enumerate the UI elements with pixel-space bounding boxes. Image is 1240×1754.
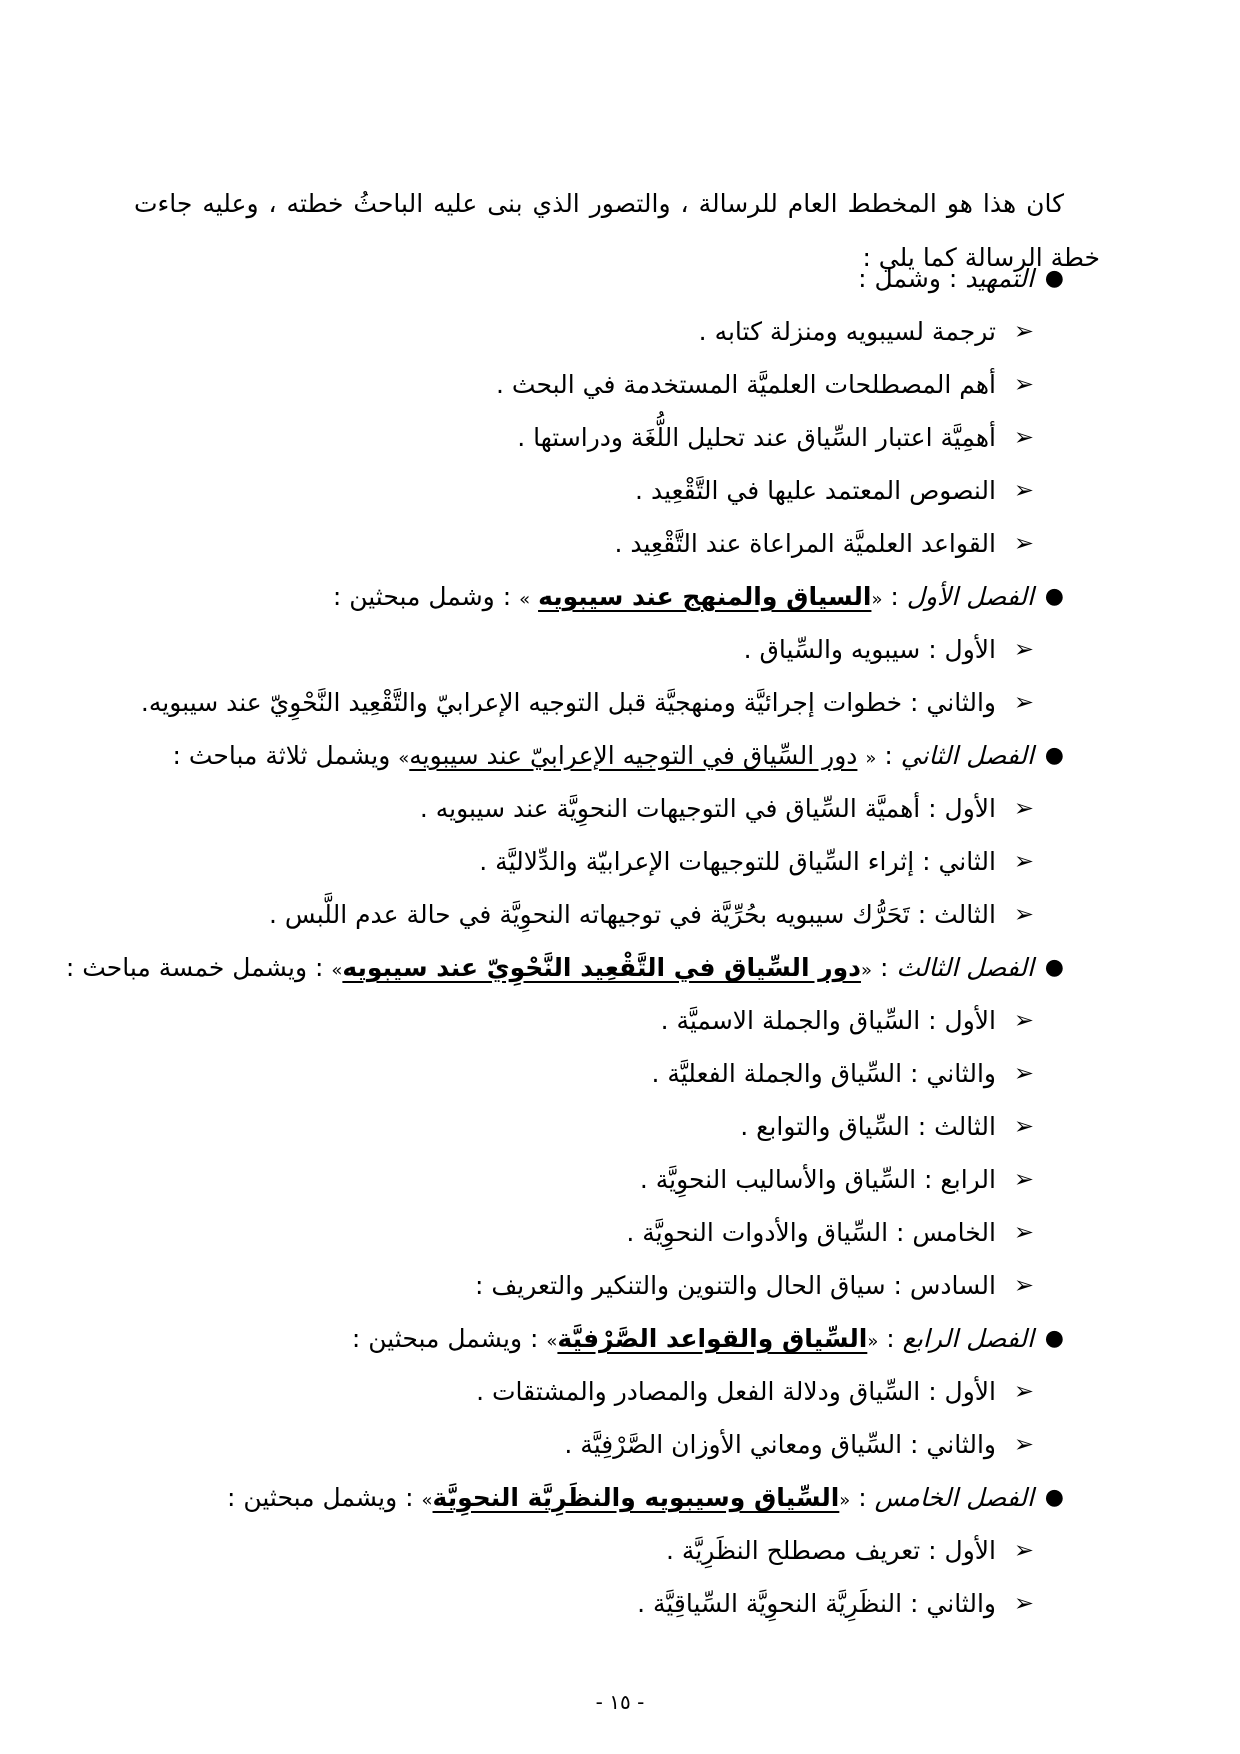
arrow-bullet-icon: ➢ (1013, 1536, 1034, 1564)
chapter-label: الفصل الخامس (874, 1483, 1034, 1512)
list-item (64, 623, 1064, 676)
chapter-label: الفصل الثالث (896, 953, 1034, 982)
arrow-bullet-icon: ➢ (1013, 794, 1034, 822)
chapter-heading-5: ● الفصل الخامس : «السِّياق وسيبويه والنظَرِيَّة النحوِيَّة» : ويشمل مبحثين : (64, 1471, 1064, 1524)
arrow-bullet-icon: ➢ (1013, 1377, 1034, 1405)
list-item-text: الثاني : إثراء السِّياق للتوجيهات الإعرابيّة والدِّلاليَّة . (479, 847, 996, 876)
bullet-icon: ● (1044, 743, 1064, 768)
list-item (64, 782, 1064, 835)
list-item-text: والثاني : السِّياق ومعاني الأوزان الصَّرْفِيَّة . (564, 1430, 996, 1459)
list-item (64, 305, 1064, 358)
chapter-tail: : وشمل مبحثين : (332, 582, 512, 611)
chapter-tail: : ويشمل خمسة مباحث : (65, 953, 324, 982)
chapter-heading-3: ● الفصل الثالث : «دور السِّياق في التَّقْعِيد النَّحْوِيّ عند سيبويه» : ويشمل خمسة مباحث : (64, 941, 1064, 994)
chapter-title: دور السِّياق في التَّقْعِيد النَّحْوِيّ عند سيبويه (342, 953, 861, 982)
arrow-bullet-icon: ➢ (1013, 1430, 1034, 1458)
list-item (64, 517, 1064, 570)
list-item (64, 411, 1064, 464)
list-item (64, 1259, 1064, 1312)
list-item-text: الأول : تعريف مصطلح النظَرِيَّة . (666, 1536, 996, 1565)
chapter-label: التمهيد (965, 264, 1034, 293)
list-item-text: والثاني : النظَرِيَّة النحوِيَّة السِّياقِيَّة . (637, 1589, 996, 1618)
list-item-text: الرابع : السِّياق والأساليب النحوِيَّة . (639, 1165, 996, 1194)
arrow-bullet-icon: ➢ (1013, 635, 1034, 663)
bullet-icon: ● (1044, 266, 1064, 291)
list-item (64, 1365, 1064, 1418)
plan-outline (64, 252, 1064, 1630)
list-item-text: أهمِيَّة اعتبار السِّياق عند تحليل اللُّغَة ودراستها . (517, 423, 996, 452)
list-item (64, 358, 1064, 411)
list-item (64, 1153, 1064, 1206)
list-item-text: النصوص المعتمد عليها في التَّقْعِيد . (635, 476, 996, 505)
arrow-bullet-icon: ➢ (1013, 317, 1034, 345)
list-item (64, 1418, 1064, 1471)
arrow-bullet-icon: ➢ (1013, 529, 1034, 557)
list-item-text: الأول : أهميَّة السِّياق في التوجيهات النحوِيَّة عند سيبويه . (419, 794, 996, 823)
list-item (64, 1100, 1064, 1153)
bullet-icon: ● (1044, 584, 1064, 609)
list-item (64, 1524, 1064, 1577)
chapter-heading-4: ● الفصل الرابع : «السِّياق والقواعد الصَّرْفيَّة» : ويشمل مبحثين : (64, 1312, 1064, 1365)
arrow-bullet-icon: ➢ (1013, 423, 1034, 451)
chapter-label: الفصل الأول (906, 582, 1034, 611)
list-item (64, 835, 1064, 888)
bullet-icon: ● (1044, 955, 1064, 980)
list-item-text: الثالث : تَحَرُّك سيبويه بحُرِّيَّة في توجيهاته النحوِيَّة في حالة عدم اللَّبس . (268, 900, 996, 929)
arrow-bullet-icon: ➢ (1013, 1059, 1034, 1087)
bullet-icon: ● (1044, 1485, 1064, 1510)
list-item-text: ترجمة لسيبويه ومنزلة كتابه . (698, 317, 996, 346)
arrow-bullet-icon: ➢ (1013, 688, 1034, 716)
arrow-bullet-icon: ➢ (1013, 370, 1034, 398)
list-item-text: السادس : سياق الحال والتنوين والتنكير والتعريف : (475, 1271, 996, 1300)
chapter-heading-intro (64, 252, 1064, 305)
arrow-bullet-icon: ➢ (1013, 1006, 1034, 1034)
list-item (64, 464, 1064, 517)
arrow-bullet-icon: ➢ (1013, 1112, 1034, 1140)
arrow-bullet-icon: ➢ (1013, 1218, 1034, 1246)
arrow-bullet-icon: ➢ (1013, 1271, 1034, 1299)
arrow-bullet-icon: ➢ (1013, 847, 1034, 875)
chapter-label: الفصل الثاني (900, 741, 1034, 770)
chapter-tail: ويشمل ثلاثة مباحث : (172, 741, 391, 770)
list-item (64, 1577, 1064, 1630)
list-item-text: الثالث : السِّياق والتوابع . (740, 1112, 996, 1141)
arrow-bullet-icon: ➢ (1013, 1165, 1034, 1193)
chapter-tail: : ويشمل مبحثين : (226, 1483, 414, 1512)
list-item (64, 1047, 1064, 1100)
list-item (64, 888, 1064, 941)
page-number: - ١٥ - (595, 1690, 645, 1714)
chapter-title: دور السِّياق في التوجيه الإعرابيّ عند سيبويه (409, 741, 858, 770)
chapter-label: الفصل الرابع (902, 1324, 1034, 1353)
bullet-icon: ● (1044, 1326, 1064, 1351)
list-item (64, 676, 1064, 729)
list-item-text: أهم المصطلحات العلميَّة المستخدمة في البحث . (496, 370, 996, 399)
list-item-text: والثاني : السِّياق والجملة الفعليَّة . (651, 1059, 996, 1088)
list-item (64, 994, 1064, 1047)
intro-paragraph: كان هذا هو المخطط العام للرسالة ، والتصور الذي بنى عليه الباحثُ خطته ، وعليه جاءت خطة الرسالة كما يلي : (134, 189, 1100, 272)
list-item-text: الأول : السِّياق والجملة الاسميَّة . (660, 1006, 996, 1035)
list-item-text: الخامس : السِّياق والأدوات النحوِيَّة . (626, 1218, 996, 1247)
arrow-bullet-icon: ➢ (1013, 900, 1034, 928)
chapter-title: السِّياق وسيبويه والنظَرِيَّة النحوِيَّة (432, 1483, 840, 1512)
chapter-heading-1: ● الفصل الأول : «السياق والمنهج عند سيبويه » : وشمل مبحثين : (64, 570, 1064, 623)
arrow-bullet-icon: ➢ (1013, 476, 1034, 504)
chapter-tail: : ويشمل مبحثين : (351, 1324, 539, 1353)
list-item-text: الأول : سيبويه والسِّياق . (743, 635, 996, 664)
chapter-title: السِّياق والقواعد الصَّرْفيَّة (557, 1324, 868, 1353)
list-item-text: والثاني : خطوات إجرائيَّة ومنهجيَّة قبل التوجيه الإعرابيّ والتَّقْعِيد النَّحْوِيّ عند سيبويه. (140, 688, 996, 717)
arrow-bullet-icon: ➢ (1013, 1589, 1034, 1617)
list-item (64, 1206, 1064, 1259)
list-item-text: القواعد العلميَّة المراعاة عند التَّقْعِيد . (614, 529, 996, 558)
chapter-title: السياق والمنهج عند سيبويه (538, 582, 872, 611)
list-item-text: الأول : السِّياق ودلالة الفعل والمصادر والمشتقات . (476, 1377, 996, 1406)
chapter-heading-2: ● الفصل الثاني : « دور السِّياق في التوجيه الإعرابيّ عند سيبويه» ويشمل ثلاثة مباحث : (64, 729, 1064, 782)
chapter-tail: : وشمل : (858, 264, 966, 293)
